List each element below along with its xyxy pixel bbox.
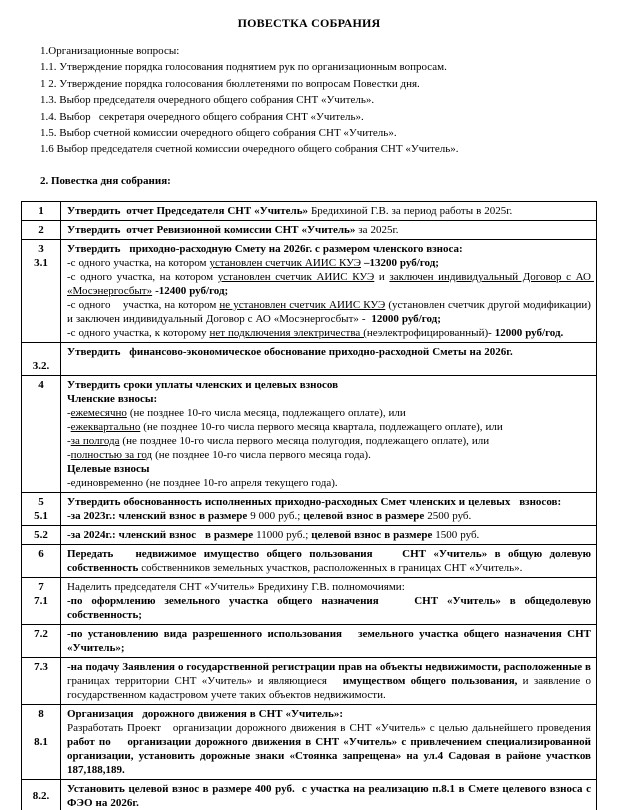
text-segment: - [67, 434, 71, 447]
row-content-cell [61, 525, 597, 544]
row-number: 5 [38, 495, 44, 508]
text-segment: –13200 руб/год; [363, 256, 439, 269]
agenda-text-line [67, 594, 594, 622]
text-segment: (не позднее 10-го числа первого месяца полугодия, подлежащего оплате), или [119, 434, 490, 447]
row-number-cell [22, 375, 61, 492]
row-number-cell [22, 657, 61, 704]
text-segment: Утвердить приходно-расходную Смету на 2026г. с размером членского взноса: [67, 242, 463, 255]
agenda-text-line [67, 528, 591, 542]
row-number-cell [22, 201, 61, 220]
text-segment: 11000 руб.; [256, 528, 312, 541]
agenda-text-line [67, 476, 591, 490]
text-segment: целевой взнос в размере [303, 509, 428, 522]
agenda-text-line [67, 627, 594, 655]
text-segment: Передать недвижимое имущество общего пользования СНТ «Учитель» в общую долевую собственность [67, 547, 594, 574]
text-segment: 12000 руб/год. [494, 326, 564, 339]
row-number [23, 345, 59, 359]
row-number [23, 721, 59, 735]
text-segment: Утвердить отчет Ревизионной комиссии СНТ «Учитель» [67, 223, 359, 236]
text-segment: Установить целевой взнос в размере 400 руб. с участка на реализацию п.8.1 в Смете целевого взноса с ФЭО на 2026г. [67, 782, 594, 809]
row-number-cell [22, 577, 61, 624]
row-content-cell [61, 577, 597, 624]
row-number: 7.3 [34, 660, 48, 673]
row-number: 5.1 [34, 509, 48, 522]
agenda-text-line [67, 509, 591, 523]
row-number: 1 [38, 204, 44, 217]
row-number: 8.2. [32, 789, 50, 802]
text-segment: 1500 руб. [435, 528, 480, 541]
text-segment: - [67, 448, 71, 461]
text-segment: 12000 руб/год; [371, 312, 441, 325]
agenda-text-line [67, 580, 591, 594]
table-row [22, 624, 597, 657]
row-number: 7.1 [34, 594, 48, 607]
agenda-text-line [67, 495, 591, 509]
page-title: ПОВЕСТКА СОБРАНИЯ [237, 16, 381, 30]
row-content-cell [61, 624, 597, 657]
text-segment: Бредихиной Г.В. за период работы в 2025г. [310, 204, 513, 217]
list-item: 1.Организационные вопросы: [40, 45, 180, 57]
agenda-text-line [67, 448, 591, 462]
row-number: 4 [38, 378, 44, 391]
text-segment: - [67, 420, 71, 433]
list-item: 1.5. Выбор счетной комиссии очередного общего собрания СНТ «Учитель». [40, 127, 397, 140]
text-segment: -за 2024г.: членский взнос в размере [67, 528, 257, 541]
agenda-text-line [67, 420, 591, 434]
row-number: 3.2. [32, 359, 50, 372]
agenda-text-line [67, 345, 591, 359]
agenda-text-line [67, 406, 591, 420]
row-content-cell [61, 220, 597, 239]
row-content-cell [61, 779, 597, 810]
text-segment: и заявление о государственном кадастровом учете таких объектов недвижимости. [67, 674, 594, 701]
agenda-text-line [67, 270, 594, 298]
text-segment: Утвердить финансово-экономическое обоснование приходно-расходной Сметы на 2026г. [67, 345, 513, 358]
text-segment: за 2025г. [358, 223, 399, 236]
agenda-text-line [67, 434, 591, 448]
row-number: 8 [38, 707, 44, 720]
text-segment: Организация дорожного движения в СНТ «Учитель»: [67, 707, 343, 720]
table-row [22, 492, 597, 525]
row-number: 3 [38, 242, 44, 255]
row-content-cell [61, 375, 597, 492]
text-segment: и [374, 270, 390, 283]
list-item: 1.3. Выбор председателя очередного общего собрания СНТ «Учитель». [40, 94, 375, 107]
list-item: 1.4. Выбор секретаря очередного общего собрания СНТ «Учитель». [40, 110, 364, 123]
text-segment: (установлен счетчик другой модификации) и заключен индивидуальный Договор с АО «Мосэнергосбыт» - [67, 298, 594, 325]
text-segment: собственников земельных участков, расположенных в границах СНТ «Учитель». [141, 561, 523, 574]
agenda-text-line [67, 242, 591, 256]
text-segment: (не позднее 10-го числа месяца, подлежащего оплате), или [126, 406, 406, 419]
text-segment: Утвердить отчет Председателя СНТ «Учитель» [67, 204, 311, 217]
agenda-table-body [22, 201, 597, 810]
text-segment: -за 2023г.: членский взнос в размере [67, 509, 251, 522]
text-segment: -на подачу Заявления о государственной регистрации прав на объекты недвижимости, расположенные в [67, 660, 594, 673]
row-content-cell [61, 492, 597, 525]
row-number-cell [22, 342, 61, 375]
table-row [22, 342, 597, 375]
table-row [22, 239, 597, 342]
agenda-text-line [67, 462, 591, 476]
row-number-cell [22, 239, 61, 342]
text-segment: 9 000 руб.; [250, 509, 304, 522]
row-number-cell [22, 220, 61, 239]
text-segment: заключен индивидуальный Договор с АО «Мосэнергосбыт» [67, 270, 594, 297]
text-segment: границах территории СНТ «Учитель» и являющиеся [67, 674, 343, 687]
text-segment: Разработать Проект организации дорожного движения в СНТ «Учитель» с целью дальнейшего проведения [67, 721, 594, 734]
text-segment: -12400 руб/год; [155, 284, 229, 297]
row-number: 8.1 [34, 735, 48, 748]
text-segment: 2500 руб. [427, 509, 472, 522]
agenda-text-line [67, 707, 591, 721]
agenda-text-line [67, 204, 591, 218]
table-row [22, 525, 597, 544]
table-row [22, 544, 597, 577]
row-number: 7 [38, 580, 44, 593]
text-segment: установлен счетчик АИИС КУЭ [209, 256, 362, 269]
text-segment: работ по организации дорожного движения в СНТ «Учитель» с привлечением специализированной организации, установить дорожные знаки «Стоянка запрещена» на ул.4 Садовая в районе участков 187,188,189. [67, 735, 594, 776]
text-segment: за полгода [70, 434, 120, 447]
list-item: 1.6 Выбор председателя счетной комиссии очередного общего собрания СНТ «Учитель». [40, 143, 459, 156]
table-row [22, 657, 597, 704]
text-segment: Целевые взносы [67, 462, 150, 475]
agenda-text-line [67, 256, 591, 270]
intro-list [40, 43, 618, 158]
row-number: 3.1 [34, 256, 48, 269]
agenda-text-line [67, 223, 591, 237]
text-segment: (не позднее 10-го числа первого месяца квартала, подлежащего оплате), или [140, 420, 503, 433]
row-number-cell [22, 492, 61, 525]
text-segment: -с одного участка, на котором [67, 298, 220, 311]
text-segment: нет подключения электричества ( [209, 326, 367, 339]
section2-heading: 2. Повестка дня собрания: [40, 174, 171, 187]
row-content-cell [61, 704, 597, 779]
table-row [22, 779, 597, 810]
row-number-cell [22, 704, 61, 779]
agenda-text-line [67, 547, 594, 575]
table-row [22, 704, 597, 779]
text-segment: Утвердить сроки уплаты членских и целевых взносов [67, 378, 339, 391]
agenda-text-line [67, 298, 594, 326]
row-number-cell [22, 544, 61, 577]
text-segment: имуществом общего пользования, [342, 674, 518, 687]
text-segment: -по установлению вида разрешенного использования земельного участка общего назначения СНТ «Учитель»; [67, 627, 594, 654]
text-segment: -по оформлению земельного участка общего назначения СНТ «Учитель» в общедолевую собственность; [67, 594, 594, 621]
agenda-text-line [67, 782, 594, 810]
table-row [22, 577, 597, 624]
row-number: 5.2 [34, 528, 48, 541]
agenda-text-line [67, 326, 591, 340]
row-number: 7.2 [34, 627, 48, 640]
text-segment: установлен счетчик АИИС КУЭ [217, 270, 375, 283]
list-item: 1.1. Утверждение порядка голосования поднятием рук по организационным вопросам. [40, 61, 447, 74]
row-number: 2 [38, 223, 44, 236]
text-segment: (не позднее 10-го числа первого месяца года). [152, 448, 371, 461]
text-segment: не установлен счетчик АИИС КУЭ [219, 298, 386, 311]
agenda-text-line [67, 660, 594, 702]
table-row [22, 220, 597, 239]
text-segment: -единовременно (не позднее 10-го апреля текущего года). [67, 476, 338, 489]
row-content-cell [61, 544, 597, 577]
text-segment: Наделить председателя СНТ «Учитель» Бредихину Г.В. полномочиями: [67, 580, 405, 593]
text-segment: ежеквартально [70, 420, 141, 433]
text-segment: - [67, 406, 71, 419]
agenda-text-line [67, 392, 591, 406]
text-segment: Утвердить обоснованность исполненных приходно-расходных Смет членских и целевых взносов: [67, 495, 562, 508]
text-segment: -с одного участка, к которому [67, 326, 210, 339]
agenda-text-line [67, 721, 594, 777]
table-row [22, 375, 597, 492]
row-number-cell [22, 779, 61, 810]
text-segment: -с одного участка, на котором [67, 256, 210, 269]
text-segment: неэлектрофицированный)- [366, 326, 495, 339]
row-content-cell [61, 657, 597, 704]
row-content-cell [61, 239, 597, 342]
table-row [22, 201, 597, 220]
agenda-table [21, 201, 597, 810]
text-segment: -с одного участка, на котором [67, 270, 218, 283]
text-segment: ежемесячно [70, 406, 127, 419]
text-segment: Членские взносы: [67, 392, 158, 405]
list-item: 1 2. Утверждение порядка голосования бюллетенями по вопросам Повестки дня. [40, 77, 420, 90]
row-content-cell [61, 201, 597, 220]
text-segment: полностью за год [70, 448, 153, 461]
row-number: 6 [38, 547, 44, 560]
row-number-cell [22, 525, 61, 544]
row-number-cell [22, 624, 61, 657]
agenda-text-line [67, 378, 591, 392]
text-segment: целевой взнос в размере [311, 528, 436, 541]
row-content-cell [61, 342, 597, 375]
